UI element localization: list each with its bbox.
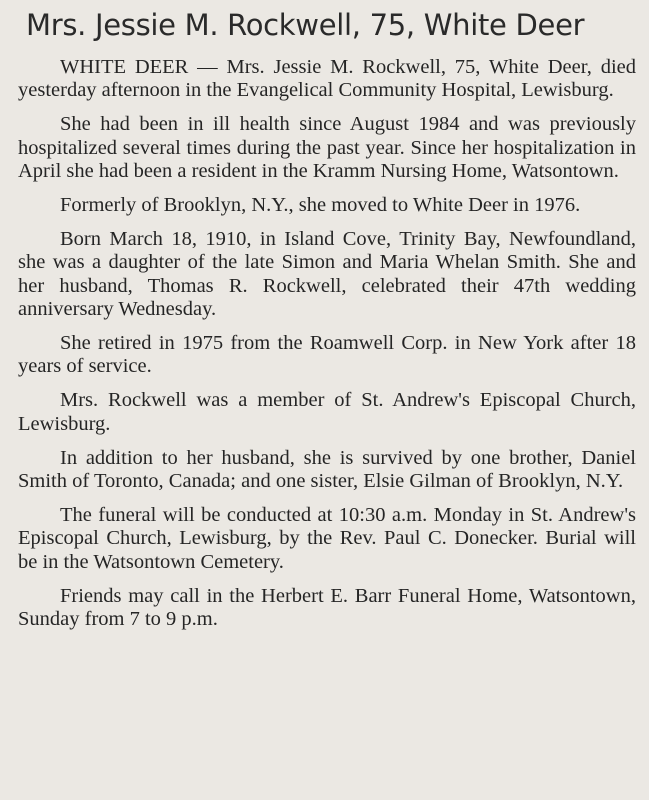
paragraph-church: Mrs. Rockwell was a member of St. Andrew's Episcopal Church, Lewisburg.: [18, 389, 636, 435]
paragraph-funeral: The funeral will be conducted at 10:30 a.m. Monday in St. Andrew's Episcopal Church, Lewisburg, by the Rev. Paul C. Donecker. Burial will be in the Watsontown Cemetery.: [18, 504, 636, 573]
paragraph-visitation: Friends may call in the Herbert E. Barr Funeral Home, Watsontown, Sunday from 7 to 9 p.m.: [18, 584, 636, 631]
paragraph-residence: Formerly of Brooklyn, N.Y., she moved to White Deer in 1976.: [60, 194, 581, 217]
paragraph-survivors: In addition to her husband, she is survived by one brother, Daniel Smith of Toronto, Canada; and one sister, Elsie Gilman of Brooklyn, N.Y.: [18, 446, 636, 493]
paragraph-birth: Born March 18, 1910, in Island Cove, Trinity Bay, Newfoundland, she was a daughter of the late Simon and Maria Whelan Smith. She and her husband, Thomas R. Rockwell, celebrated their 47th wedding anniversary Wednesday.: [18, 227, 636, 321]
obituary-body: [18, 56, 636, 642]
obituary-headline: Mrs. Jessie M. Rockwell, 75, White Deer: [26, 8, 585, 42]
paragraph-death-notice: WHITE DEER — Mrs. Jessie M. Rockwell, 75, White Deer, died yesterday afternoon in the Evangelical Community Hospital, Lewisburg.: [18, 56, 636, 102]
paragraph-health: She had been in ill health since August 1984 and was previously hospitalized several times during the past year. Since her hospitalization in April she had been a resident in the Kramm Nursing Home, Watsontown.: [18, 113, 636, 183]
paragraph-career: She retired in 1975 from the Roamwell Corp. in New York after 18 years of service.: [18, 332, 636, 378]
